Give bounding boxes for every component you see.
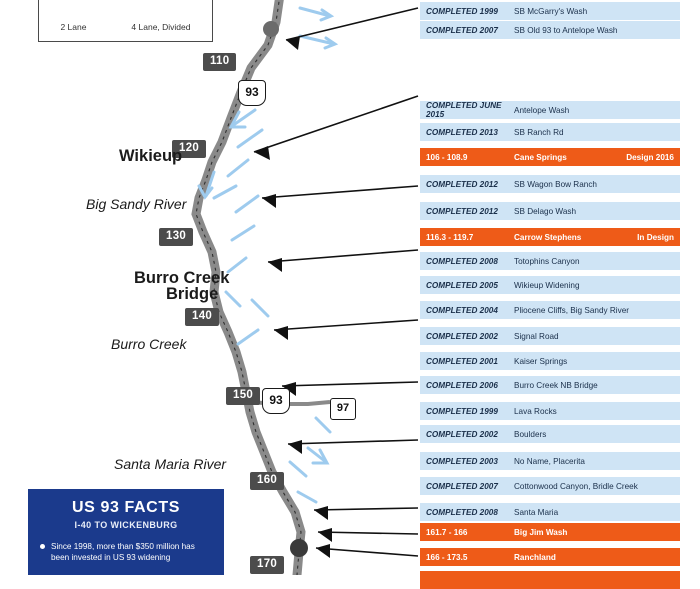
list-item[interactable] <box>420 402 680 420</box>
list-item-name: SB Wagon Bow Ranch <box>514 179 597 189</box>
list-item[interactable] <box>420 148 680 166</box>
list-item[interactable] <box>420 452 680 470</box>
list-item-date: COMPLETED 2008 <box>426 256 498 266</box>
list-item-name: Antelope Wash <box>514 105 570 115</box>
list-item[interactable] <box>420 425 680 443</box>
list-item-name: SB Delago Wash <box>514 206 577 216</box>
list-item-date: COMPLETED 1999 <box>426 406 498 416</box>
route-shield-us93-north: 93 <box>238 80 266 106</box>
route-shield-us93-south: 93 <box>262 388 290 414</box>
mile-marker-150: 150 <box>226 387 260 405</box>
list-item-name: Boulders <box>514 429 547 439</box>
mile-marker-130: 130 <box>159 228 193 246</box>
place-label-burro-creek-bridge-line2: Bridge <box>166 285 219 303</box>
legend-box <box>38 0 213 42</box>
list-item[interactable] <box>420 301 680 319</box>
list-item[interactable] <box>420 228 680 246</box>
river-label-santa-maria-river: Santa Maria River <box>114 456 227 472</box>
list-item-name: Lava Rocks <box>514 406 557 416</box>
list-item-date: COMPLETED 2007 <box>426 481 498 491</box>
list-item[interactable] <box>420 523 680 541</box>
list-item-date: COMPLETED 2013 <box>426 127 498 137</box>
facts-subtitle: I-40 TO WICKENBURG <box>74 520 178 530</box>
list-item[interactable] <box>420 175 680 193</box>
list-item-date: COMPLETED 2005 <box>426 280 498 290</box>
list-item-name: No Name, Placerita <box>514 456 585 466</box>
list-item-date: COMPLETED 2004 <box>426 305 498 315</box>
list-item-date: COMPLETED 2003 <box>426 456 498 466</box>
list-item[interactable] <box>420 477 680 495</box>
route-shield-sr97: 97 <box>330 398 356 420</box>
list-item-milepost: 161.7 - 166 <box>426 527 468 537</box>
list-item-name: Ranchland <box>514 552 556 562</box>
list-item-name: SB Old 93 to Antelope Wash <box>514 25 618 35</box>
list-item[interactable] <box>420 252 680 270</box>
list-item[interactable] <box>420 202 680 220</box>
list-item[interactable] <box>420 101 680 119</box>
list-item[interactable] <box>420 123 680 141</box>
facts-bullet-text: Since 1998, more than $350 million has been invested in US 93 widening <box>51 542 195 563</box>
list-item-name: Big Jim Wash <box>514 527 568 537</box>
place-label-wikieup: Wikieup <box>119 147 183 165</box>
list-item-milepost: 106 - 108.9 <box>426 152 468 162</box>
mile-marker-170: 170 <box>250 556 284 574</box>
list-item[interactable] <box>420 376 680 394</box>
list-item-date: COMPLETED 2002 <box>426 331 498 341</box>
waterway-arrows <box>199 8 335 502</box>
list-item-name: Signal Road <box>514 331 559 341</box>
legend-labels <box>38 22 213 32</box>
list-item-date: COMPLETED 1999 <box>426 6 498 16</box>
list-item-name: Wikieup Widening <box>514 280 580 290</box>
project-list <box>420 0 700 575</box>
list-item-name: Santa Maria <box>514 507 559 517</box>
facts-title: US 93 FACTS <box>72 499 180 516</box>
list-item-date: COMPLETED 2012 <box>426 179 498 189</box>
mile-marker-120: 120 <box>172 140 206 158</box>
list-item-name: Pliocene Cliffs, Big Sandy River <box>514 305 629 315</box>
list-item-name: Burro Creek NB Bridge <box>514 380 598 390</box>
list-item-name: Cane Springs <box>514 152 567 162</box>
list-item-date: COMPLETED 2012 <box>426 206 498 216</box>
list-item-name: Cottonwood Canyon, Bridle Creek <box>514 481 638 491</box>
river-label-big-sandy-river: Big Sandy River <box>86 196 187 212</box>
list-item-milepost: 116.3 - 119.7 <box>426 232 474 242</box>
list-item-status: Design 2016 <box>626 152 674 162</box>
list-item-name: Totophins Canyon <box>514 256 580 266</box>
list-item-date: COMPLETED 2006 <box>426 380 498 390</box>
list-item-date: COMPLETED JUNE 2015 <box>426 101 502 119</box>
list-item-name: Kaiser Springs <box>514 356 568 366</box>
list-item-status: In Design <box>637 232 674 242</box>
list-item-name: SB McGarry's Wash <box>514 6 588 16</box>
list-item[interactable] <box>420 2 680 20</box>
bullet-dot-icon <box>40 544 45 549</box>
list-item-name: Carrow Stephens <box>514 232 582 242</box>
list-item[interactable] <box>420 571 680 589</box>
list-item-date: COMPLETED 2002 <box>426 429 498 439</box>
mile-marker-140: 140 <box>185 308 219 326</box>
place-label-burro-creek-bridge-line1: Burro Creek <box>134 269 230 287</box>
list-item[interactable] <box>420 327 680 345</box>
mile-marker-110: 110 <box>203 53 236 71</box>
us93-facts-box <box>28 489 224 575</box>
junction-node-south <box>290 539 308 557</box>
legend-label-4lane: 4 Lane, Divided <box>131 22 191 32</box>
mile-marker-160: 160 <box>250 472 284 490</box>
junction-node-north <box>263 21 279 37</box>
list-item[interactable] <box>420 503 680 521</box>
list-item-date: COMPLETED 2001 <box>426 356 498 366</box>
legend-label-2lane: 2 Lane <box>60 22 87 32</box>
list-item[interactable] <box>420 276 680 294</box>
list-item[interactable] <box>420 21 680 39</box>
list-item-milepost: 166 - 173.5 <box>426 552 468 562</box>
river-label-burro-creek: Burro Creek <box>111 336 187 352</box>
facts-bullet-item <box>40 541 212 563</box>
list-item-date: COMPLETED 2008 <box>426 507 498 517</box>
list-item-name: SB Ranch Rd <box>514 127 564 137</box>
list-item[interactable] <box>420 352 680 370</box>
list-item[interactable] <box>420 548 680 566</box>
list-item-date: COMPLETED 2007 <box>426 25 498 35</box>
